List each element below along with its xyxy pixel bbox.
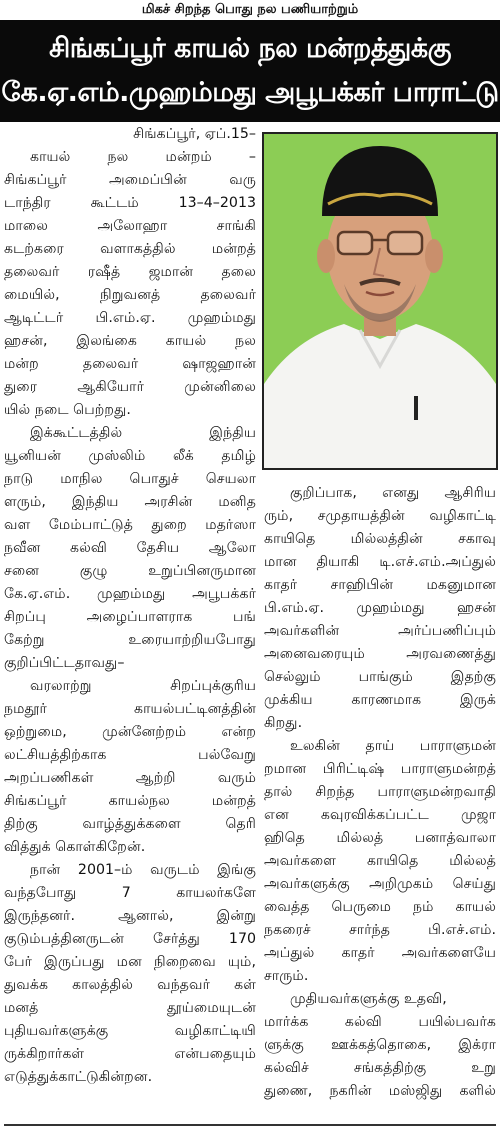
article-line: குறிப்பாக, எனது ஆசிரிய <box>290 485 496 501</box>
article-line: கே.ஏ.எம். முஹம்மது அபூபக்கர் <box>4 586 256 602</box>
headline-line-2: கே.ஏ.எம்.முஹம்மது அபூபக்கர் பாராட்டு <box>1 77 499 108</box>
article-line: தால் சிறந்த பாராளுமன்றவாதி <box>264 784 496 800</box>
article-line: யில் நடை பெற்றது. <box>4 402 131 418</box>
article-line: துணை, நகரின் மஸ்ஜிது களில் <box>264 1083 496 1099</box>
glasses-right-lens <box>388 232 422 254</box>
article-line: நாடு மாநில பொதுச் செயலா <box>4 471 256 487</box>
article-line: அனைவரையும் அரவணைத்து <box>264 646 496 662</box>
article-line: வைத்த பெருமை நம் காயல் <box>264 899 496 915</box>
glasses-left-lens <box>338 232 372 254</box>
article-line: நமதூர் காயல்பட்டினத்தின் <box>4 701 256 717</box>
portrait-illustration <box>264 134 496 468</box>
article-line: பேர் இருப்பது மன நிறைவை யும், <box>4 954 256 970</box>
article-line: திற்கு வாழ்த்துக்களை தெரி <box>4 816 256 832</box>
article-line: டாந்திர கூட்டம் 13–4–2013 <box>4 195 256 211</box>
article-line: செல்லும் பாங்கும் இதற்கு <box>264 669 496 685</box>
article-line: மார்க்க கல்வி பயில்பவர்க <box>264 1014 496 1030</box>
article-line: அறப்பணிகள் ஆற்றி வரும் <box>4 770 256 786</box>
article-line: உலகின் தாய் பாராளுமன் <box>290 738 496 754</box>
article-line: காதர் சாஹிபின் மகனுமான <box>264 577 496 593</box>
article-line: றமான பிரிட்டிஷ் பாராளுமன்றத் <box>264 761 496 777</box>
article-line: குறிப்பிட்டதாவது– <box>4 655 125 671</box>
portrait-photo <box>262 132 498 470</box>
article-line: கல்விச் சங்கத்திற்கு உறு <box>264 1060 496 1076</box>
article-line: சிறப்பு அழைப்பாளராக பங் <box>4 609 256 625</box>
article-line: எடுத்துக்காட்டுகின்றன. <box>4 1069 153 1085</box>
headline-line-1: சிங்கப்பூர் காயல் நல மன்றத்துக்கு <box>49 33 451 64</box>
article-line: வந்தபோது 7 காயலர்களே <box>4 885 256 901</box>
article-line: சிங்கப்பூர் அமைப்பின் வரு <box>4 172 256 188</box>
article-line: அவர்களுக்கு அறிமுகம் செய்து <box>264 876 496 892</box>
right-ear <box>425 239 443 273</box>
article-line: நகரைச் சார்ந்த பி.எச்.எம். <box>264 922 496 938</box>
article-line: அப்துல் காதர் அவர்களையே <box>264 945 496 961</box>
article-line: மாலை அலோஹா சாங்கி <box>4 218 256 234</box>
article-line: சிங்கப்பூர், ஏப்.15– <box>133 126 256 142</box>
article-line: சாரும். <box>264 968 309 984</box>
article-line: கிறது. <box>264 715 303 731</box>
article-line: சிங்கப்பூர் காயல்நல மன்றத் <box>4 793 256 809</box>
article-line: ஒற்றுமை, முன்னேற்றம் என்ற <box>4 724 256 740</box>
article-line: முக்கிய காரணமாக இருக் <box>264 692 496 708</box>
article-line: நவீன கல்வி தேசிய ஆலோ <box>4 540 256 556</box>
left-ear <box>317 239 335 273</box>
article-line: தலைவர் ரஷீத் ஜமான் தலை <box>4 264 256 280</box>
article-line: புதியவர்களுக்கு வழிகாட்டியி <box>4 1023 256 1039</box>
article-line: லட்சியத்திற்காக பல்வேறு <box>4 747 256 763</box>
article-line: பி.எம்.ஏ. முஹம்மது ஹசன் <box>264 600 496 616</box>
article-line: கேற்று உரையாற்றியபோது <box>4 632 256 648</box>
article-line: காயிதெ மில்லத்தின் சகாவு <box>264 531 496 547</box>
article-line: மான தியாகி டி.எச்.எம்.அப்துல் <box>264 554 496 570</box>
article-line: குடும்பத்தினருடன் சேர்த்து 170 <box>4 931 256 947</box>
article-line: துவக்க காலத்தில் வந்தவர் கள் <box>4 977 256 993</box>
article-line: ளரும், இந்திய அரசின் மனித <box>4 494 256 510</box>
article-line: ஹசன், இலங்கை காயல் நல <box>4 333 256 349</box>
article-line: அவர்களை காயிதெ மில்லத் <box>264 853 496 869</box>
article-line: ஆடிட்டர் பி.எம்.ஏ. முஹம்மது <box>4 310 256 326</box>
article-line: கடற்கரை வளாகத்தில் மன்றத் <box>4 241 256 257</box>
article-right-column <box>264 482 496 1103</box>
article-line: வள மேம்பாட்டுத் துறை மதர்ஸா <box>4 517 256 533</box>
article-line: ளுக்கு ஊக்கத்தொகை, இக்ரா <box>264 1037 496 1053</box>
article-line: ரும், சமுதாயத்தின் வழிகாட்டி <box>264 508 496 524</box>
article-line: மன்ற தலைவர் ஷாஜஹான் <box>4 356 256 372</box>
article-line: என கவுரவிக்கப்பட்ட முஜா <box>264 807 496 823</box>
article-line: மனத் தூய்மையுடன் <box>4 1000 256 1016</box>
article-line: இக்கூட்டத்தில் இந்திய <box>30 425 256 441</box>
article-line: வித்துக் கொள்கிறேன். <box>4 839 146 855</box>
article-line: இருந்தனர். ஆனால், இன்று <box>4 908 256 924</box>
article-line: நான் 2001–ம் வருடம் இங்கு <box>30 862 256 878</box>
headline-banner <box>0 20 500 122</box>
article-line: சனை குழு உறுப்பினருமான <box>4 563 256 579</box>
article-line: ருக்கிறார்கள் என்பதையும் <box>4 1046 256 1062</box>
article-line: அவர்களின் அர்ப்பணிப்பும் <box>264 623 496 639</box>
kicker-line: மிகச் சிறந்த பொது நல பணியாற்றும் <box>141 2 359 17</box>
article-line: துரை ஆகியோர் முன்னிலை <box>4 379 256 395</box>
bottom-rule <box>4 1124 496 1126</box>
article-left-column <box>4 123 256 1089</box>
article-line: ஹிதெ மில்லத் பனாத்வாலா <box>264 830 496 846</box>
article-line: மையில், நிறுவனத் தலைவர் <box>4 287 256 303</box>
pocket-pen <box>414 396 418 420</box>
article-line: யூனியன் முஸ்லிம் லீக் தமிழ் <box>4 448 256 464</box>
article-line: வரலாற்று சிறப்புக்குரிய <box>30 678 256 694</box>
article-line: முதியவர்களுக்கு உதவி, <box>290 991 447 1007</box>
article-line: காயல் நல மன்றம் – <box>30 149 256 165</box>
